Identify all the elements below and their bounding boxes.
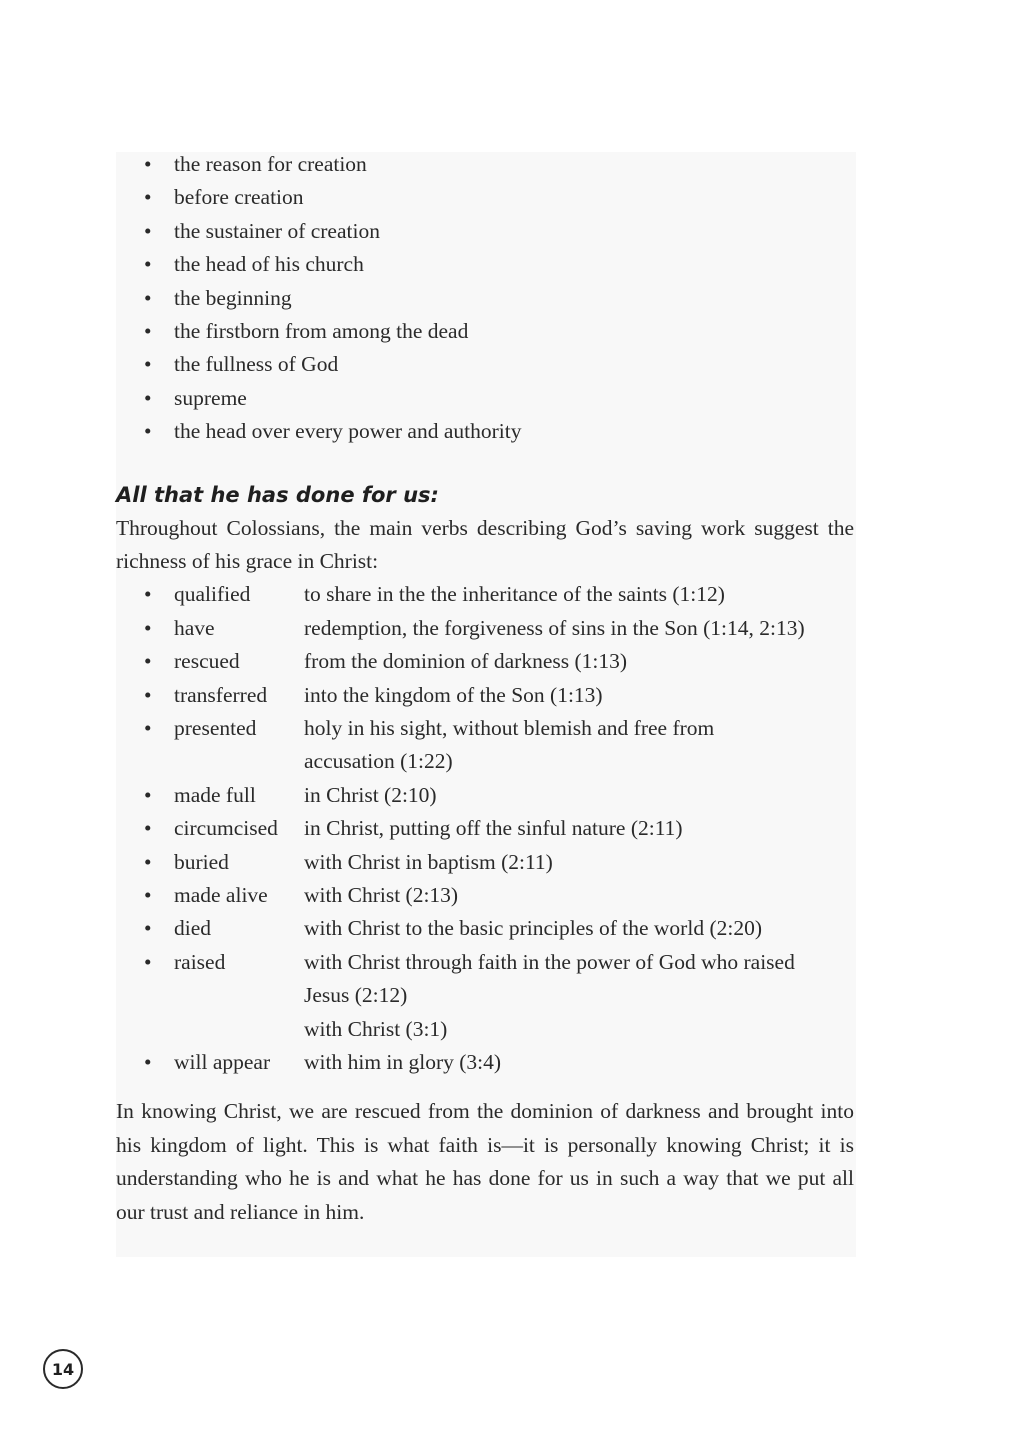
verb-description: redemption, the forgiveness of sins in the Son (1:14, 2:13) [304,615,805,640]
bullet-icon: • [144,218,152,243]
verb-description: to share in the the inheritance of the saints (1:12) [304,582,725,607]
bullet-icon: • [144,649,152,674]
page-number: 14 [43,1349,83,1389]
verb-term: qualified [174,582,251,607]
section-heading: All that he has done for us: [116,482,439,507]
bullet-icon: • [144,1050,152,1075]
verb-term: have [174,615,215,640]
verb-row [116,946,854,1046]
verb-term: buried [174,849,229,874]
attributes-list [116,148,854,449]
verb-description: with Christ (2:13) [304,882,459,907]
verb-term: raised [174,949,226,974]
verb-term: transferred [174,682,268,707]
bullet-icon: • [144,582,152,607]
bullet-icon: • [144,152,152,176]
verb-row [116,879,854,912]
bullet-icon: • [144,385,152,410]
verb-row [116,912,854,945]
bullet-icon: • [144,318,152,343]
verb-term: rescued [174,649,240,674]
verb-row [116,645,854,678]
bullet-icon: • [144,185,152,210]
verb-row [116,679,854,712]
verb-description: with Christ to the basic principles of the world (2:20) [304,916,762,941]
verb-row [116,1046,854,1079]
closing-paragraph: In knowing Christ, we are rescued from the dominion of darkness and brought into his kingdom of light. This is what faith is—it is personally knowing Christ; it is understanding who he is and what he has done for us in such a way that we put all our trust and reliance in him. [116,1099,854,1224]
list-item: • before creation [116,181,854,214]
bullet-icon: • [144,419,152,444]
verb-row [116,712,854,779]
bullet-icon: • [144,715,152,740]
verb-description: with Christ through faith in the power of God who raised Jesus (2:12) with Christ (3:1) [304,949,795,1041]
verb-description: from the dominion of darkness (1:13) [304,649,628,674]
list-item: • the head over every power and authority [116,415,854,448]
bullet-icon: • [144,615,152,640]
verb-description: in Christ (2:10) [304,782,437,807]
verb-term: made alive [174,882,268,907]
bullet-icon: • [144,285,152,310]
bullet-icon: • [144,949,152,974]
verb-term: will appear [174,1050,271,1075]
verb-description: holy in his sight, without blemish and free from accusation (1:22) [304,715,715,774]
list-item: • the head of his church [116,248,854,281]
verb-term: presented [174,715,257,740]
verb-row [116,812,854,845]
list-item: • the firstborn from among the dead [116,315,854,348]
bullet-icon: • [144,782,152,807]
verb-term: made full [174,782,256,807]
bullet-icon: • [144,916,152,941]
verb-row [116,578,854,611]
intro-paragraph: Throughout Colossians, the main verbs describing God’s saving work suggest the richness of his grace in Christ: [116,515,854,573]
verb-row [116,846,854,879]
list-item: • the reason for creation [116,148,854,181]
list-item: • the sustainer of creation [116,215,854,248]
verb-description: with Christ in baptism (2:11) [304,849,553,874]
verb-description: with him in glory (3:4) [304,1050,502,1075]
bullet-icon: • [144,252,152,277]
bullet-icon: • [144,682,152,707]
bullet-icon: • [144,352,152,377]
list-item: • the beginning [116,282,854,315]
verb-term: died [174,916,212,941]
bullet-icon: • [144,816,152,841]
list-item: • supreme [116,382,854,415]
verb-term: circumcised [174,816,278,841]
verbs-list [116,578,854,1079]
verb-description: in Christ, putting off the sinful nature (2:11) [304,816,683,841]
bullet-icon: • [144,882,152,907]
verb-row [116,612,854,645]
verb-row [116,779,854,812]
verb-description: into the kingdom of the Son (1:13) [304,682,603,707]
bullet-icon: • [144,849,152,874]
page-content [116,148,854,1229]
list-item: • the fullness of God [116,348,854,381]
